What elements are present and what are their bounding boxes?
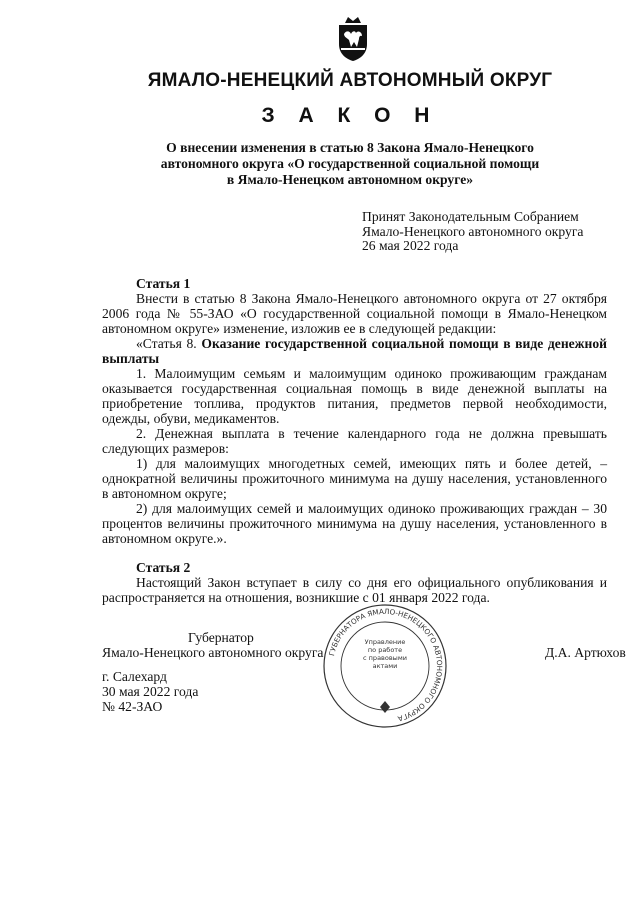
subparagraph-1: 1) для малоимущих многодетных семей, имеющих пять и более детей, – однократной величины прожиточного минимума на душу населения, установленного в автономном округе; bbox=[102, 456, 607, 501]
law-body bbox=[102, 276, 607, 605]
signatory-position: Губернатор bbox=[188, 630, 254, 645]
article-2-text: Настоящий Закон вступает в силу со дня его официального опубликования и распространяется на отношения, возникшие с 01 января 2022 года. bbox=[102, 575, 607, 605]
article-1-title: Статья 1 bbox=[136, 276, 191, 291]
place-date-block bbox=[102, 669, 198, 714]
new-article-heading bbox=[102, 336, 607, 366]
paragraph-1: 1. Малоимущим семьям и малоимущим одиноко проживающим гражданам оказывается государственная социальная помощь в виде денежной выплаты на приобретение топлива, продуктов питания, предметов первой необходимости, одежды, обуви, медикаментов. bbox=[102, 366, 607, 426]
document-type: З А К О Н bbox=[261, 104, 439, 127]
stamp-outer-text: ГУБЕРНАТОРА ЯМАЛО-НЕНЕЦКОГО АВТОНОМНОГО ОКРУГА bbox=[327, 606, 445, 724]
region-title: ЯМАЛО-НЕНЕЦКИЙ АВТОНОМНЫЙ ОКРУГ bbox=[147, 70, 553, 91]
subject-line: автономного округа «О государственной социальной помощи bbox=[160, 156, 540, 171]
subject-line: в Ямало-Ненецком автономном округе» bbox=[226, 172, 474, 187]
signing-date: 30 мая 2022 года bbox=[102, 684, 199, 699]
adoption-line: Принят Законодательным Собранием bbox=[362, 209, 579, 224]
law-subject bbox=[120, 140, 580, 188]
subject-line: О внесении изменения в статью 8 Закона Ямало-Ненецкого bbox=[166, 140, 534, 155]
signatory-region: Ямало-Ненецкого автономного округа bbox=[102, 645, 324, 660]
article-2-title: Статья 2 bbox=[136, 560, 191, 575]
city: г. Салехард bbox=[102, 669, 167, 684]
signatory-name: Д.А. Артюхов bbox=[545, 645, 626, 660]
article-1-intro: Внести в статью 8 Закона Ямало-Ненецкого автономного округа от 27 октября 2006 года № 55-ЗАО «О государственной социальной помощи в Ямало-Ненецком автономном округе» изменение, изложив ее в следующей редакции: bbox=[102, 291, 607, 336]
adoption-date: 26 мая 2022 года bbox=[362, 238, 459, 253]
stamp-line: с правовыми bbox=[363, 654, 407, 662]
adoption-line: Ямало-Ненецкого автономного округа bbox=[362, 223, 584, 239]
subparagraph-2: 2) для малоимущих семей и малоимущих одиноко проживающих граждан – 30 процентов величины прожиточного минимума на душу населения, установленного в автономном округе.». bbox=[102, 501, 607, 546]
stamp-line: по работе bbox=[367, 646, 403, 654]
adoption-block bbox=[362, 210, 632, 254]
coat-of-arms-icon bbox=[331, 14, 375, 62]
stamp-inner-text bbox=[361, 638, 409, 670]
stamp-line: актами bbox=[372, 662, 398, 670]
law-number: № 42-ЗАО bbox=[102, 699, 163, 714]
new-article-prefix: «Статья 8. bbox=[136, 336, 197, 351]
stamp-line: Управление bbox=[364, 638, 406, 646]
new-article-title: Оказание государственной социальной помощи в виде денежной выплаты bbox=[102, 336, 607, 366]
paragraph-2: 2. Денежная выплата в течение календарного года не должна превышать следующих размеров: bbox=[102, 426, 607, 456]
